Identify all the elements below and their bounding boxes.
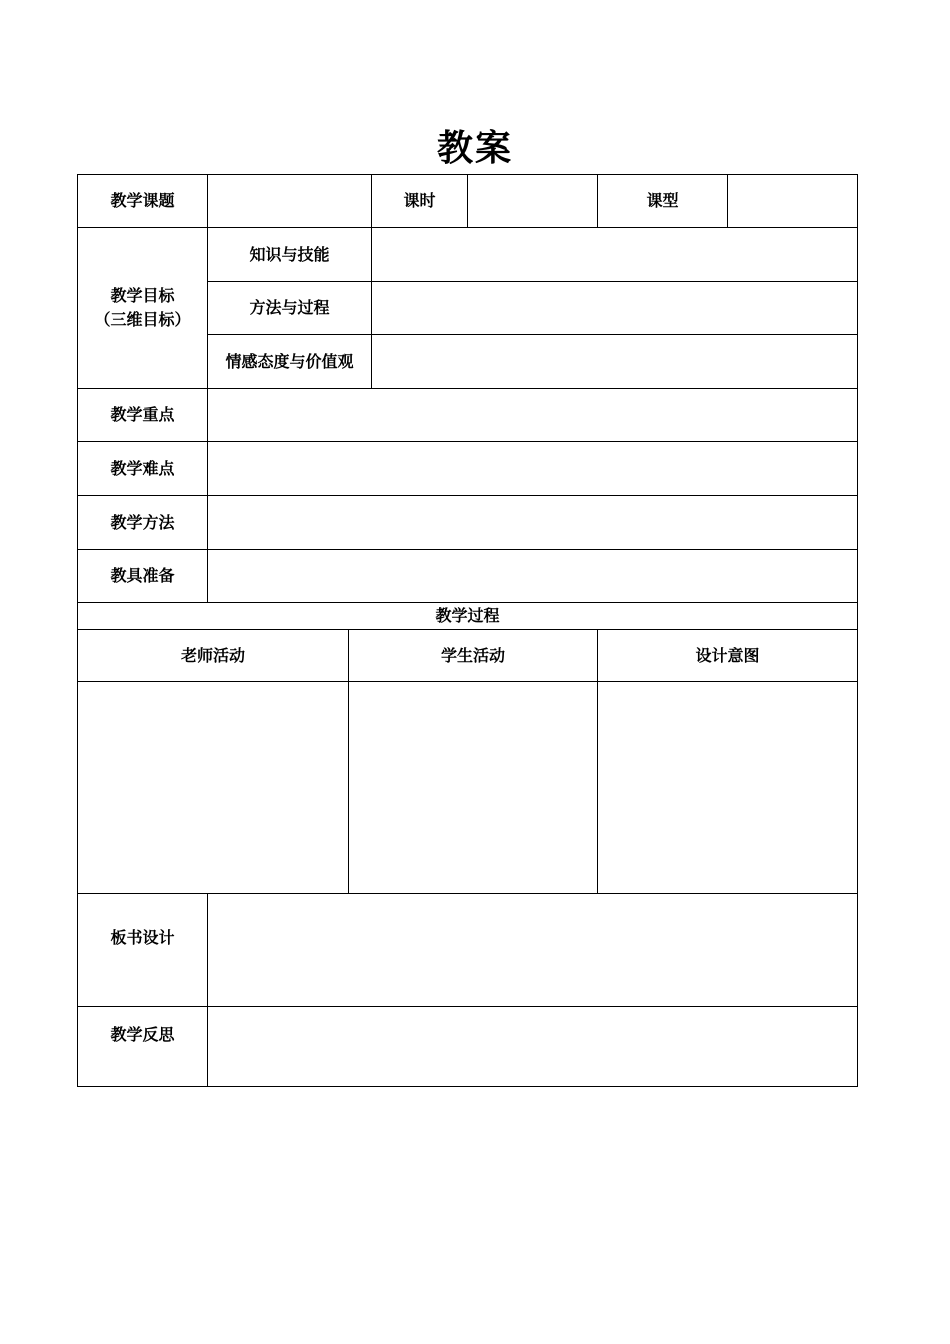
objective-attitude-label-cell [207, 334, 372, 389]
board-design-label: 板书设计 [110, 928, 175, 947]
objective-method-label-cell [207, 281, 372, 335]
teacher-activity-header-cell [77, 629, 349, 682]
design-intent-header-cell [597, 629, 858, 682]
materials-label: 教具准备 [110, 566, 175, 585]
reflection-label: 教学反思 [110, 1025, 175, 1044]
teacher-activity-header: 老师活动 [180, 645, 245, 665]
period-label: 课时 [403, 191, 436, 210]
process-header-cell [77, 602, 858, 630]
key-points-label-cell [77, 388, 208, 442]
student-activity-header: 学生活动 [440, 645, 505, 665]
methods-label: 教学方法 [110, 512, 175, 532]
period-label-cell [371, 174, 468, 228]
objective-knowledge-label-cell [207, 227, 372, 282]
materials-value[interactable] [207, 549, 858, 603]
type-value-cell[interactable] [727, 174, 858, 228]
student-activity-header-cell [348, 629, 598, 682]
design-intent-header: 设计意图 [695, 645, 760, 665]
topic-label-cell [77, 174, 208, 228]
student-activity-body[interactable] [348, 681, 598, 894]
objectives-sublabel: （三维目标） [94, 310, 191, 329]
process-header: 教学过程 [435, 606, 500, 625]
difficulties-value[interactable] [207, 441, 858, 496]
difficulties-label: 教学难点 [110, 458, 175, 478]
difficulties-label-cell [77, 441, 208, 496]
topic-label: 教学课题 [110, 191, 175, 210]
type-label: 课型 [646, 191, 679, 210]
materials-label-cell [77, 549, 208, 603]
topic-value-cell[interactable] [207, 174, 372, 228]
objectives-label-cell [77, 227, 208, 389]
reflection-value[interactable] [207, 1006, 858, 1087]
objective-method-value[interactable] [371, 281, 858, 335]
methods-label-cell [77, 495, 208, 550]
objectives-label: 教学目标 [110, 286, 175, 305]
objective-knowledge-value[interactable] [371, 227, 858, 282]
objective-attitude-value[interactable] [371, 334, 858, 389]
design-intent-body[interactable] [597, 681, 858, 894]
methods-value[interactable] [207, 495, 858, 550]
period-value-cell[interactable] [467, 174, 598, 228]
key-points-value[interactable] [207, 388, 858, 442]
teacher-activity-body[interactable] [77, 681, 349, 894]
page-title: 教案 [436, 128, 513, 169]
key-points-label: 教学重点 [110, 405, 175, 424]
reflection-label-cell [77, 1006, 208, 1087]
objective-attitude-label: 情感态度与价值观 [225, 351, 354, 371]
board-design-value[interactable] [207, 893, 858, 1007]
type-label-cell [597, 174, 728, 228]
board-design-label-cell [77, 893, 208, 1007]
objective-method-label: 方法与过程 [249, 298, 330, 317]
objective-knowledge-label: 知识与技能 [249, 244, 330, 264]
